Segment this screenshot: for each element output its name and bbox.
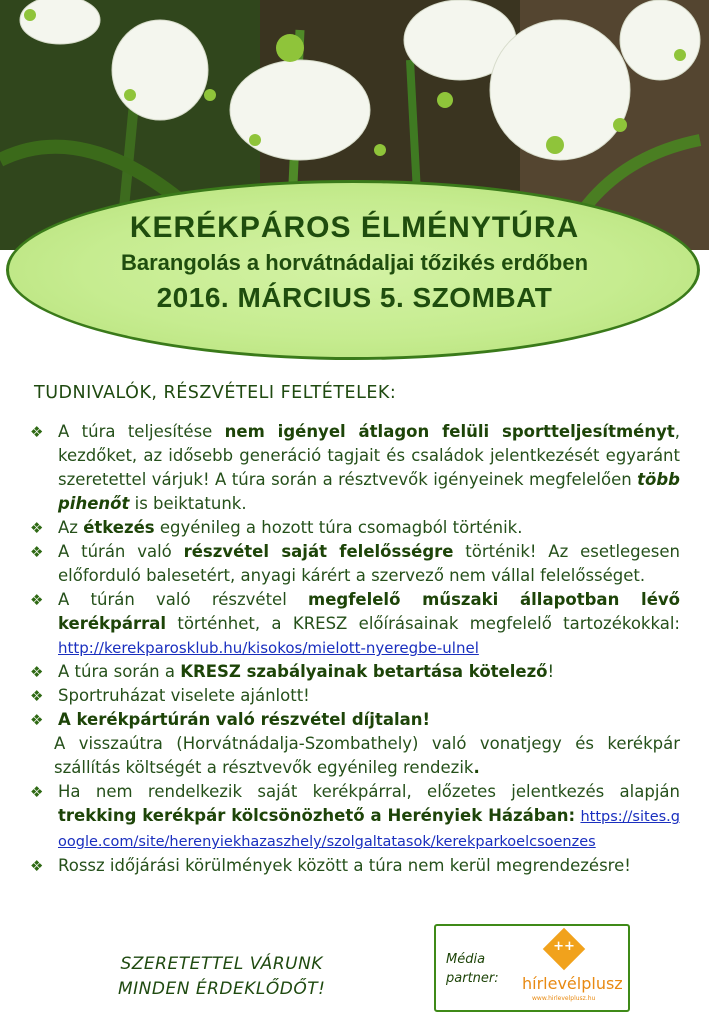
diamond-bullet-icon: ❖	[30, 687, 44, 705]
list-item: ❖ A túrán való részvétel saját felelősségre történik! Az esetlegesen előforduló balesetért, anyagi kárért a szervező nem vállal felelősséget.	[30, 542, 681, 585]
list-item: ❖ A túrán való részvétel megfelelő műszaki állapotban lévő kerékpárral történhet, a KRESZ előírásainak megfelelő tartozékokkal: http://kerekparosklub.hu/kisokos/mielott-nyeregbe-ulnel	[30, 590, 680, 657]
closing-message: SZERETETTEL VÁRUNK MINDEN ÉRDEKLŐDŐT!	[118, 954, 326, 999]
list-item: ❖ Rossz időjárási körülmények között a túra nem kerül megrendezésre!	[28, 854, 680, 878]
event-date: 2016. MÁRCIUS 5. SZOMBAT	[156, 282, 553, 313]
event-subtitle: Barangolás a horvátnádaljai tőzikés erdőben	[120, 250, 589, 275]
list-item: ❖ Ha nem rendelkezik saját kerékpárral, előzetes jelentkezés alapján trekking kerékpár kölcsönözhető a Herényiek Házában: https://sites.google.com/site/herenyiekhazaszhely/szolgaltatasok/kerekparkoelcsoenzes	[30, 782, 680, 850]
diamond-bullet-icon: ❖	[30, 711, 44, 729]
diamond-bullet-icon: ❖	[30, 543, 44, 561]
diamond-bullet-icon: ❖	[30, 519, 44, 537]
bike-rental-link[interactable]: https://sites.google.com/site/herenyiekhazaszhely/szolgaltatasok/kerekparkoelcsoenzes	[58, 809, 680, 850]
diamond-bullet-icon: ❖	[30, 663, 44, 681]
list-item: ❖ A kerékpártúrán való részvétel díjtalan!	[28, 708, 680, 732]
info-heading: TUDNIVALÓK, RÉSZVÉTELI FELTÉTELEK:	[34, 383, 397, 403]
diamond-bullet-icon: ❖	[30, 783, 44, 801]
list-item: ❖ Sportruházat viselete ajánlott!	[28, 684, 680, 708]
partner-logo-text: hírlevélplusz	[522, 974, 623, 993]
list-item: ❖ A túra teljesítése nem igényel átlagon felüli sportteljesítményt, kezdőket, az idősebb generáció tagjait és családok jelentkezését egyaránt szeretettel várjuk! A túra során a résztvevők igényeinek megfelelően több pihenőt is beiktatunk.	[30, 422, 680, 513]
event-title: KERÉKPÁROS ÉLMÉNYTÚRA	[129, 211, 580, 244]
list-item: ❖ A túra során a KRESZ szabályainak betartása kötelező!	[28, 660, 680, 684]
diamond-bullet-icon: ❖	[30, 423, 44, 441]
info-list	[28, 420, 680, 878]
kresz-guide-link[interactable]: http://kerekparosklub.hu/kisokos/mielott-nyeregbe-ulnel	[58, 639, 479, 657]
logo-mark-text: ++	[553, 939, 575, 954]
partner-logo-url: www.hirlevelplusz.hu	[532, 995, 596, 1002]
list-subitem: A visszaútra (Horvátnádalja-Szombathely) való vonatjegy és kerékpár szállítás költségét a résztvevők egyénileg rendezik.	[54, 734, 680, 777]
media-partner-box	[434, 924, 630, 1012]
title-banner	[0, 211, 709, 317]
diamond-bullet-icon: ❖	[30, 857, 44, 875]
media-partner-label: Média partner:	[446, 952, 499, 986]
list-item: ❖ Az étkezés egyénileg a hozott túra csomagból történik.	[28, 516, 680, 540]
diamond-bullet-icon: ❖	[30, 591, 44, 609]
